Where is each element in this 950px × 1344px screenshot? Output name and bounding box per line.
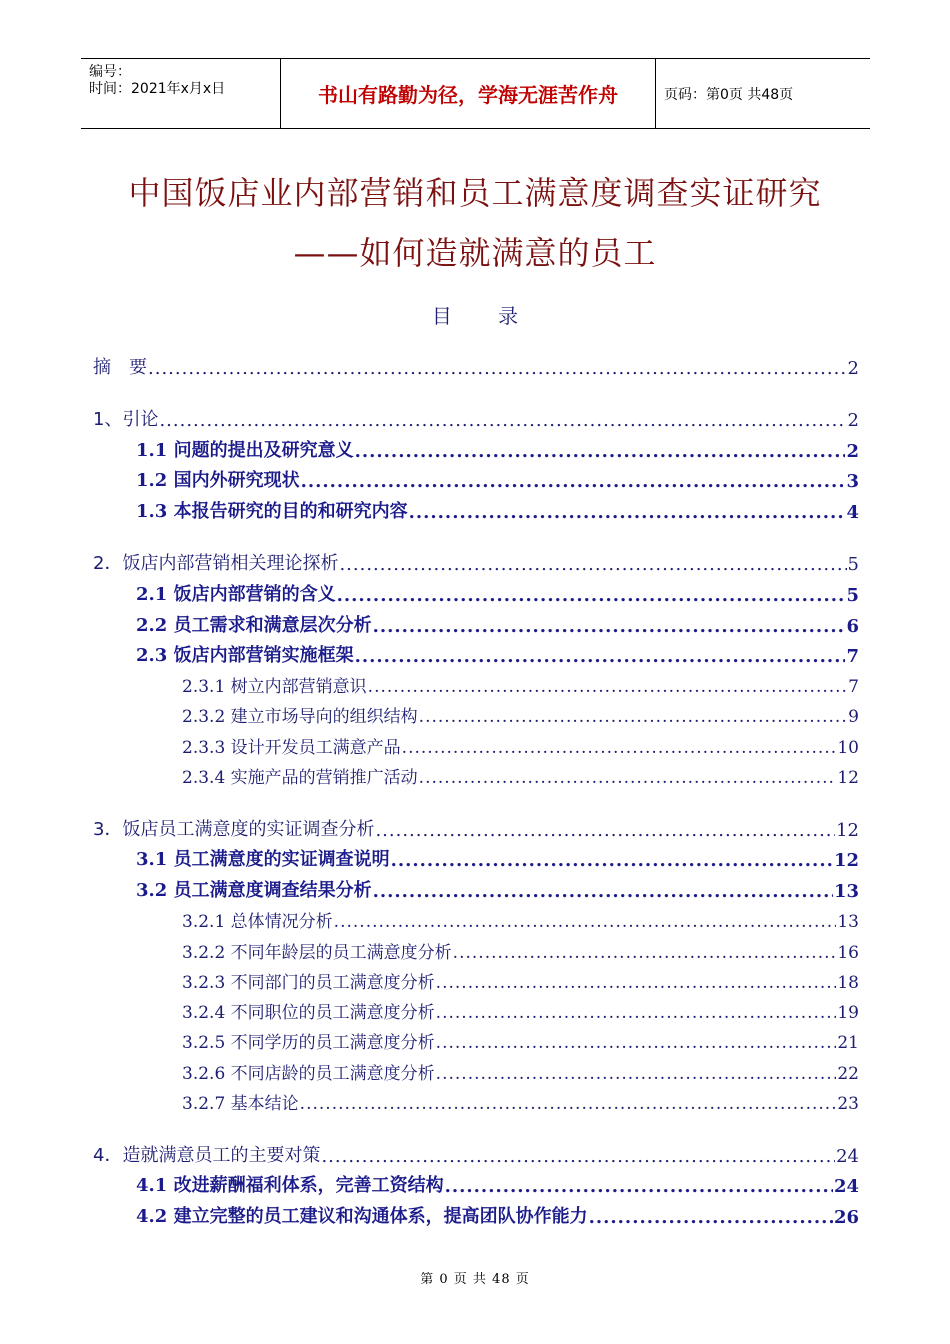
page-footer: 第 0 页 共 48 页 [420, 1272, 530, 1287]
toc-leader [402, 738, 837, 758]
toc-entry-4-1[interactable] [136, 1171, 859, 1197]
toc-entry-3-2-3[interactable] [182, 967, 859, 993]
toc-entry-label: 1、引论 [93, 409, 159, 430]
toc-leader [321, 1146, 835, 1167]
toc-entry-page: 12 [833, 850, 859, 871]
toc-entry-3-2-7[interactable] [182, 1088, 859, 1114]
toc-entry-3-2[interactable] [136, 876, 859, 902]
toc-entry-3-2-2[interactable] [182, 937, 859, 963]
toc-entry-3-1[interactable] [136, 845, 859, 871]
document-header [81, 58, 870, 129]
toc-leader [436, 1003, 837, 1023]
toc-entry-page: 10 [837, 738, 859, 758]
toc-entry-page: 13 [837, 912, 859, 932]
toc-entry-2[interactable] [93, 549, 859, 575]
toc-entry-page: 2 [847, 410, 859, 431]
toc-entry-label: 1.2 国内外研究现状 [136, 470, 300, 491]
toc-entry-page: 18 [837, 973, 859, 993]
document-number-label: 编号： [89, 64, 131, 80]
toc-entry-page: 12 [836, 820, 859, 841]
toc-entry-page: 21 [837, 1033, 859, 1053]
toc-entry-page: 5 [846, 585, 859, 606]
toc-entry-label: 2.1 饭店内部营销的含义 [136, 584, 336, 605]
toc-entry-page: 12 [837, 768, 859, 788]
toc-entry-2-3-4[interactable] [182, 762, 859, 788]
toc-entry-label: 3.2.4 不同职位的员工满意度分析 [182, 1003, 435, 1023]
document-time-label: 时间：2021年x月x日 [89, 81, 226, 97]
toc-entry-2-3-1[interactable] [182, 671, 859, 697]
toc-entry-label: 2．饭店内部营销相关理论探析 [93, 553, 339, 574]
toc-leader [419, 707, 848, 727]
toc-entry-4[interactable] [93, 1141, 859, 1167]
toc-entry-1-1[interactable] [136, 436, 859, 462]
toc-entry-3-2-4[interactable] [182, 997, 859, 1023]
toc-entry-label: 3.2.2 不同年龄层的员工满意度分析 [182, 943, 452, 963]
toc-leader [391, 850, 833, 871]
toc-entry-label: 3.1 员工满意度的实证调查说明 [136, 849, 390, 870]
toc-leader [301, 471, 846, 492]
toc-leader [355, 646, 846, 667]
toc-entry-2-2[interactable] [136, 611, 859, 637]
toc-entry-abstract[interactable] [93, 353, 859, 379]
toc-entry-2-1[interactable] [136, 580, 859, 606]
toc-entry-page: 4 [846, 502, 859, 523]
toc-leader [368, 677, 848, 697]
toc-entry-label: 3.2.1 总体情况分析 [182, 912, 333, 932]
toc-leader [453, 943, 837, 963]
toc-entry-label: 1.1 问题的提出及研究意义 [136, 440, 354, 461]
toc-entry-label: 2.3.3 设计开发员工满意产品 [182, 738, 401, 758]
toc-leader [355, 441, 846, 462]
toc-leader [373, 881, 833, 902]
toc-entry-label: 3.2.3 不同部门的员工满意度分析 [182, 973, 435, 993]
header-left-cell [81, 59, 281, 128]
toc-entry-label: 2.3.1 树立内部营销意识 [182, 677, 367, 697]
toc-leader [375, 820, 835, 841]
toc-entry-3-2-6[interactable] [182, 1058, 859, 1084]
toc-entry-page: 24 [836, 1146, 859, 1167]
toc-leader [300, 1094, 837, 1114]
toc-entry-page: 13 [833, 881, 859, 902]
toc-leader [409, 502, 846, 523]
toc-entry-page: 7 [848, 677, 859, 697]
toc-entry-label: 1.3 本报告研究的目的和研究内容 [136, 501, 408, 522]
toc-leader [445, 1176, 833, 1197]
toc-entry-2-3-2[interactable] [182, 701, 859, 727]
toc-leader [148, 358, 847, 379]
toc-heading: 目 录 [431, 304, 539, 328]
toc-leader [436, 1033, 837, 1053]
toc-entry-label: 摘 要 [93, 357, 147, 378]
toc-entry-page: 5 [847, 554, 859, 575]
toc-leader [436, 1064, 837, 1084]
toc-leader [337, 585, 846, 606]
header-page-info: 页码：第0页 共48页 [664, 86, 794, 103]
toc-leader [339, 554, 846, 575]
toc-entry-page: 2 [846, 441, 859, 462]
toc-entry-label: 2.3 饭店内部营销实施框架 [136, 645, 354, 666]
toc-entry-label: 4.2 建立完整的员工建议和沟通体系，提高团队协作能力 [136, 1206, 588, 1227]
toc-entry-page: 19 [837, 1003, 859, 1023]
toc-entry-1-3[interactable] [136, 497, 859, 523]
document-title: 中国饭店业内部营销和员工满意度调查实证研究 [128, 174, 822, 212]
toc-entry-label: 4.1 改进薪酬福利体系，完善工资结构 [136, 1175, 444, 1196]
toc-entry-label: 2.2 员工需求和满意层次分析 [136, 615, 372, 636]
toc-entry-page: 7 [846, 646, 859, 667]
toc-entry-label: 3.2.5 不同学历的员工满意度分析 [182, 1033, 435, 1053]
toc-entry-page: 3 [846, 471, 859, 492]
toc-entry-4-2[interactable] [136, 1202, 859, 1228]
toc-leader [419, 768, 837, 788]
toc-entry-page: 26 [833, 1207, 859, 1228]
toc-entry-label: 3．饭店员工满意度的实证调查分析 [93, 819, 375, 840]
toc-entry-label: 3.2.6 不同店龄的员工满意度分析 [182, 1064, 435, 1084]
toc-entry-1[interactable] [93, 405, 859, 431]
toc-leader [159, 410, 846, 431]
toc-leader [373, 616, 846, 637]
toc-entry-1-2[interactable] [136, 466, 859, 492]
toc-entry-page: 16 [837, 943, 859, 963]
toc-entry-page: 9 [848, 707, 859, 727]
toc-entry-3[interactable] [93, 815, 859, 841]
toc-entry-page: 24 [833, 1176, 859, 1197]
toc-entry-page: 6 [846, 616, 859, 637]
toc-entry-2-3-3[interactable] [182, 732, 859, 758]
toc-entry-label: 4．造就满意员工的主要对策 [93, 1145, 321, 1166]
toc-entry-3-2-5[interactable] [182, 1027, 859, 1053]
toc-entry-page: 2 [847, 358, 859, 379]
toc-entry-label: 2.3.4 实施产品的营销推广活动 [182, 768, 418, 788]
toc-leader [334, 912, 837, 932]
toc-leader [589, 1207, 833, 1228]
toc-entry-label: 3.2 员工满意度调查结果分析 [136, 880, 372, 901]
toc-entry-2-3[interactable] [136, 641, 859, 667]
header-motto: 书山有路勤为径，学海无涯苦作舟 [281, 59, 656, 128]
toc-entry-3-2-1[interactable] [182, 906, 859, 932]
toc-entry-page: 22 [837, 1064, 859, 1084]
document-subtitle: ——如何造就满意的员工 [293, 234, 657, 272]
toc-entry-label: 3.2.7 基本结论 [182, 1094, 299, 1114]
toc-leader [436, 973, 837, 993]
toc-entry-label: 2.3.2 建立市场导向的组织结构 [182, 707, 418, 727]
toc-entry-page: 23 [837, 1094, 859, 1114]
